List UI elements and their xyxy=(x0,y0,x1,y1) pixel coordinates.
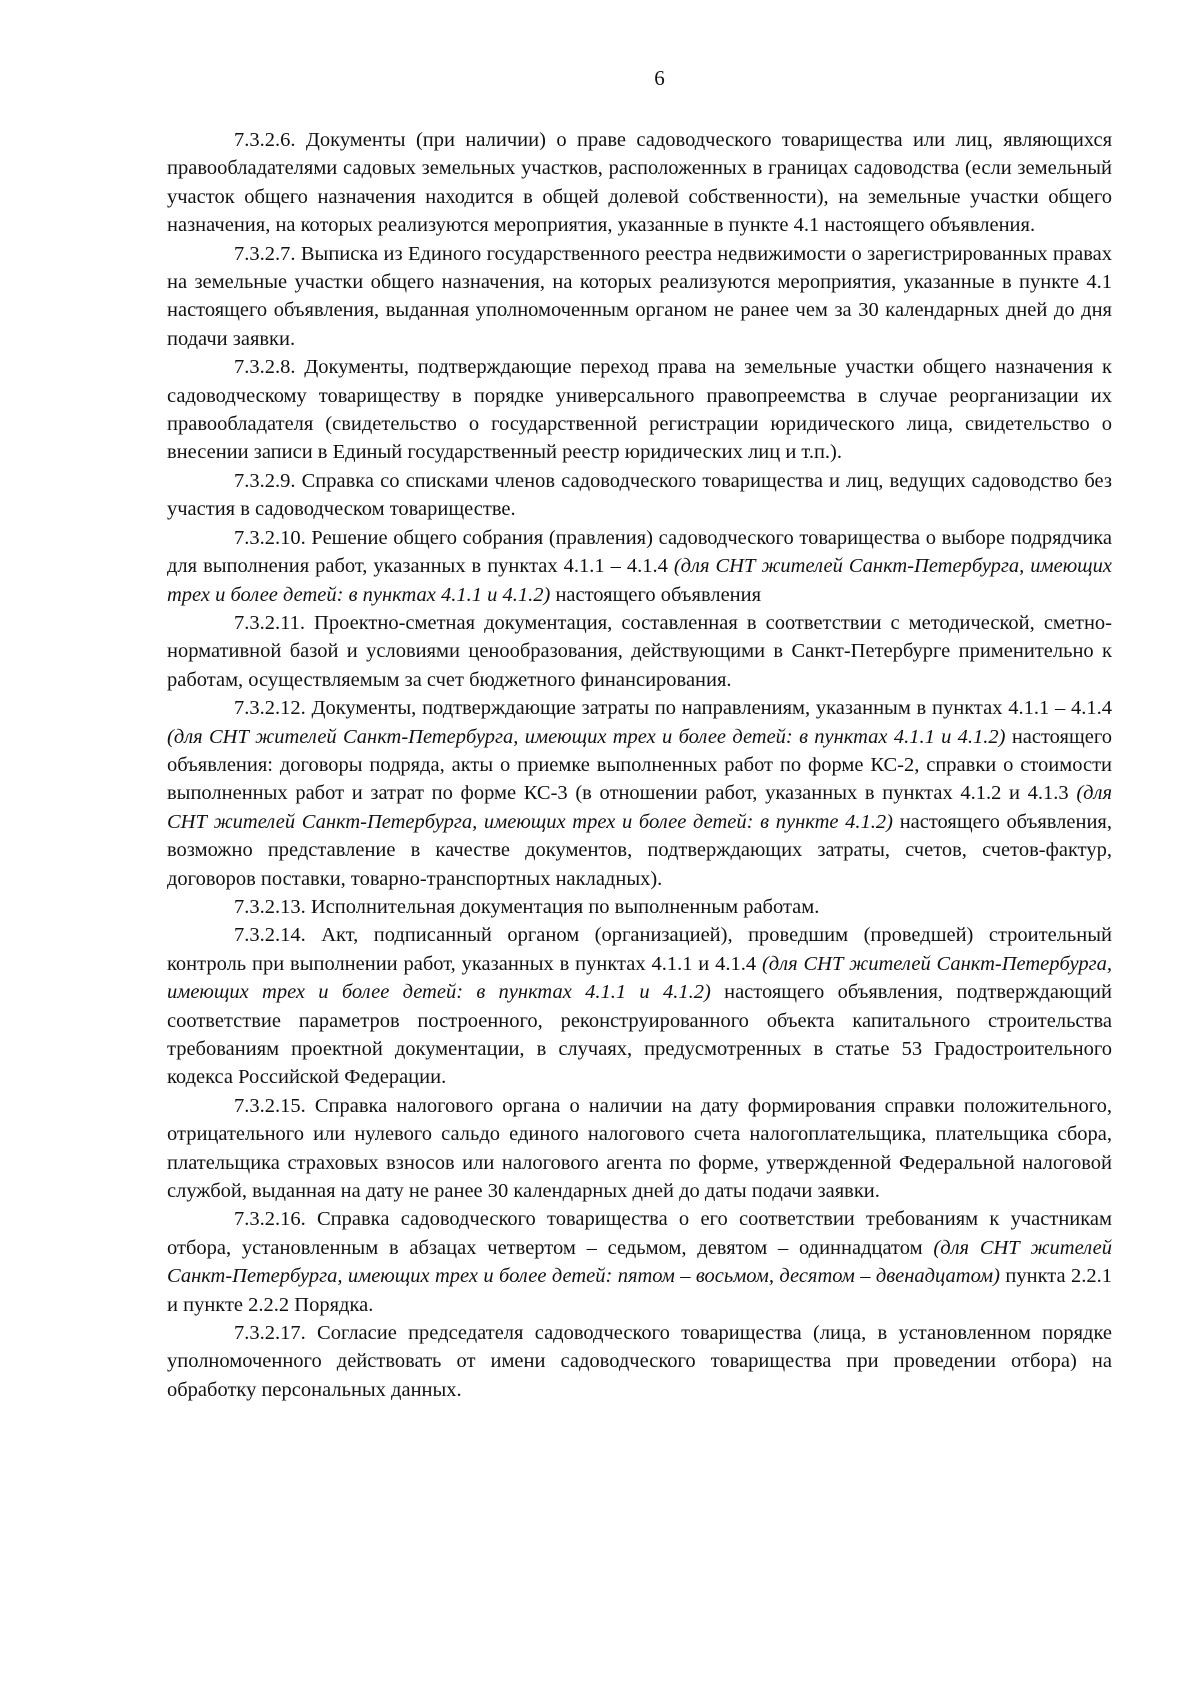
paragraph-7-3-2-13 xyxy=(167,893,1112,921)
paragraph-text: пункта 2.2.1 и пункте 2.2.2 Порядка. xyxy=(167,1265,1112,1316)
paragraph-text: 7.3.2.13. Исполнительная документация по выполненным работам. xyxy=(234,895,820,918)
paragraph-text: настоящего объявления: договоры подряда, акты о приемке выполненных работ по форме КС-2, справки о стоимости выполненных работ и затрат по форме КС-3 (в отношении работ, указанных в пунктах 4.1.2 и 4.1.3 xyxy=(167,725,1112,805)
paragraph-text: 7.3.2.12. Документы, подтверждающие затраты по направлениям, указанным в пунктах 4.1.1 – 4.1.4 xyxy=(234,697,1112,720)
page-number: 6 xyxy=(654,66,665,90)
paragraph-text: настоящего объявления, подтверждающий соответствие параметров построенного, реконструированного объекта капитального строительства требованиям проектной документации, в случаях, предусмотренных в статье 53 Градостроительного кодекса Российской Федерации. xyxy=(167,981,1112,1089)
italic-note: (для СНТ жителей Санкт-Петербурга, имеющих трех и более детей: в пунктах 4.1.1 и 4.1.2) xyxy=(167,952,1112,1004)
paragraph-7-3-2-11 xyxy=(167,609,1112,694)
paragraph-7-3-2-8 xyxy=(167,353,1112,467)
document-body xyxy=(167,126,1112,1404)
paragraph-7-3-2-12 xyxy=(167,694,1112,893)
paragraph-text: настоящего объявления xyxy=(550,583,762,606)
paragraph-7-3-2-10 xyxy=(167,524,1112,609)
italic-note: (для СНТ жителей Санкт-Петербурга, имеющих трех и более детей: в пунктах 4.1.1 и 4.1.2) xyxy=(167,555,1112,606)
paragraph-7-3-2-17 xyxy=(167,1319,1112,1404)
paragraph-text: 7.3.2.16. Справка садоводческого товарищества о его соответствии требованиям к участникам отбора, установленным в абзацах четвертом – седьмом, девятом – одиннадцатом xyxy=(167,1208,1112,1259)
paragraph-text: 7.3.2.7. Выписка из Единого государственного реестра недвижимости о зарегистрированных правах на земельные участки общего назначения, на которых реализуются мероприятия, указанные в пункте 4.1 настоящего объявления, выданная уполномоченным органом не ранее чем за 30 календарных дней до дня подачи заявки. xyxy=(167,242,1112,350)
italic-note: (для СНТ жителей Санкт-Петербурга, имеющих трех и более детей: в пунктах 4.1.1 и 4.1.2) xyxy=(167,725,1006,748)
paragraph-text: 7.3.2.9. Справка со списками членов садоводческого товарищества и лиц, ведущих садоводство без участия в садоводческом товариществе. xyxy=(167,469,1112,521)
paragraph-7-3-2-7 xyxy=(167,240,1112,354)
paragraph-7-3-2-16 xyxy=(167,1205,1112,1319)
paragraph-7-3-2-15 xyxy=(167,1092,1112,1206)
paragraph-text: 7.3.2.11. Проектно-сметная документация, составленная в соответствии с методической, сметно-нормативной базой и условиями ценообразования, действующими в Санкт-Петербурге применительно к работам, осуществляемым за счет бюджетного финансирования. xyxy=(167,611,1112,691)
paragraph-7-3-2-6 xyxy=(167,126,1112,240)
italic-note: (для СНТ жителей Санкт-Петербурга, имеющих трех и более детей: пятом – восьмом, десятом – двенадцатом) xyxy=(167,1236,1112,1288)
paragraph-text: 7.3.2.8. Документы, подтверждающие переход права на земельные участки общего назначения к садоводческому товариществу в порядке универсального правопреемства в случае реорганизации их правообладателя (свидетельство о государственной регистрации юридического лица, свидетельство о внесении записи в Единый государственный реестр юридических лиц и т.п.). xyxy=(167,356,1112,464)
italic-note: (для СНТ жителей Санкт-Петербурга, имеющих трех и более детей: в пункте 4.1.2) xyxy=(167,782,1112,833)
paragraph-text: настоящего объявления, возможно представление в качестве документов, подтверждающих затраты, счетов, счетов-фактур, договоров поставки, товарно-транспортных накладных). xyxy=(167,810,1112,890)
paragraph-text: 7.3.2.17. Согласие председателя садоводческого товарищества (лица, в установленном порядке уполномоченного действовать от имени садоводческого товарищества при проведении отбора) на обработку персональных данных. xyxy=(167,1322,1112,1401)
paragraph-text: 7.3.2.15. Справка налогового органа о наличии на дату формирования справки положительного, отрицательного или нулевого сальдо единого налогового счета налогоплательщика, плательщика сбора, плательщика страховых взносов или налогового агента по форме, утвержденной Федеральной налоговой службой, выданная на дату не ранее 30 календарных дней до даты подачи заявки. xyxy=(167,1094,1112,1203)
paragraph-text: 7.3.2.6. Документы (при наличии) о праве садоводческого товарищества или лиц, являющихся правообладателями садовых земельных участков, расположенных в границах садоводства (если земельный участок общего назначения находится в общей долевой собственности), на земельные участки общего назначения, на которых реализуются мероприятия, указанные в пункте 4.1 настоящего объявления. xyxy=(167,129,1112,237)
paragraph-text: 7.3.2.10. Решение общего собрания (правления) садоводческого товарищества о выборе подрядчика для выполнения работ, указанных в пунктах 4.1.1 – 4.1.4 xyxy=(167,526,1112,578)
paragraph-text: 7.3.2.14. Акт, подписанный органом (организацией), проведшим (проведшей) строительный контроль при выполнении работ, указанных в пунктах 4.1.1 и 4.1.4 xyxy=(167,924,1112,975)
paragraph-7-3-2-14 xyxy=(167,921,1112,1091)
paragraph-7-3-2-9 xyxy=(167,467,1112,524)
